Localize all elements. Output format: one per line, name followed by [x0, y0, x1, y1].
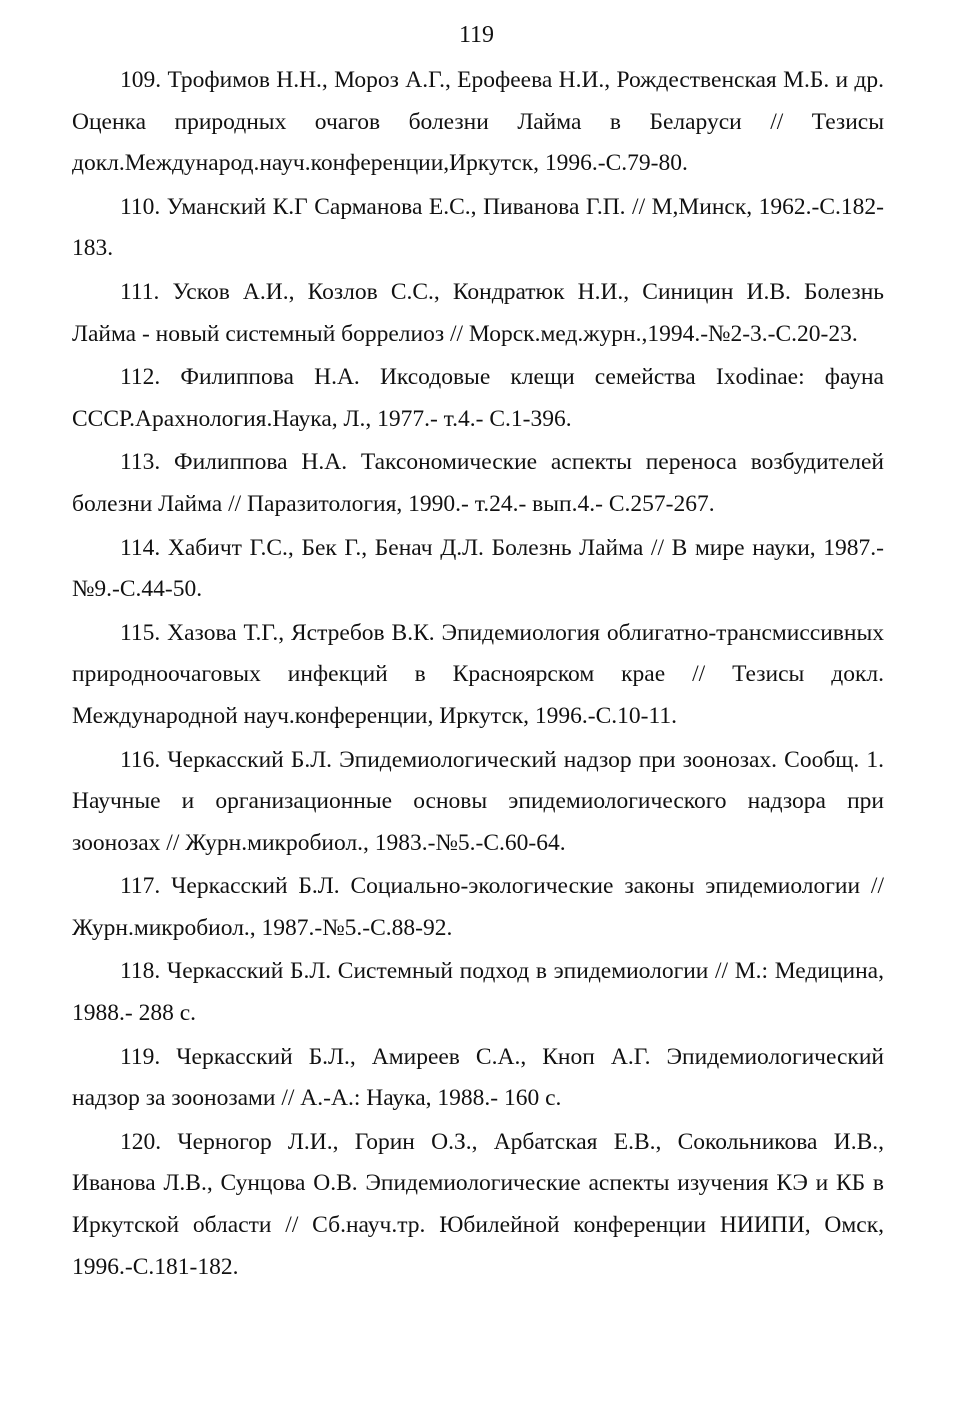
reference-item: 117. Черкасский Б.Л. Социально-экологические законы эпидемиологии // Журн.микробиол., 1987.-№5.-С.88-92. — [72, 873, 884, 941]
reference-item: 120. Черногор Л.И., Горин О.З., Арбатская Е.В., Сокольникова И.В., Иванова Л.В., Сунцова О.В. Эпидемиологические аспекты изучения КЭ и КБ в Иркутской области // Сб.науч.тр. Юбилейной конференции НИИПИ, Омск, 1996.-С.181-182. — [72, 1128, 884, 1280]
reference-item: 116. Черкасский Б.Л. Эпидемиологический надзор при зоонозах. Сообщ. 1. Научные и организационные основы эпидемиологического надзора при зоонозах // Журн.микробиол., 1983.-№5.-С.60-64. — [72, 746, 884, 856]
reference-item: 112. Филиппова Н.А. Иксодовые клещи семейства Ixodinae: фауна СССР.Арахнология.Наука, Л., 1977.- т.4.- С.1-396. — [72, 364, 884, 432]
page-number: 119 — [458, 22, 495, 48]
reference-item: 113. Филиппова Н.А. Таксономические аспекты переноса возбудителей болезни Лайма // Паразитология, 1990.- т.24.- вып.4.- С.257-267. — [72, 449, 884, 517]
reference-item: 110. Уманский К.Г Сарманова Е.С., Пиванова Г.П. // М,Минск, 1962.-С.182-183. — [72, 193, 884, 262]
reference-list — [72, 60, 884, 1290]
reference-item: 115. Хазова Т.Г., Ястребов В.К. Эпидемиология облигатно-трансмиссивных природноочаговых инфекций в Красноярском крае // Тезисы докл. Международной науч.конференции, Иркутск, 1996.-С.10-11. — [72, 619, 884, 729]
reference-item: 114. Хабичт Г.С., Бек Г., Бенач Д.Л. Болезнь Лайма // В мире науки, 1987.- №9.-С.44-50. — [72, 534, 884, 603]
reference-item: 109. Трофимов Н.Н., Мороз А.Г., Ерофеева Н.И., Рождественская М.Б. и др. Оценка природных очагов болезни Лайма в Беларуси // Тезисы докл.Международ.науч.конференции,Иркутск, 1996.-С.79-80. — [72, 67, 884, 177]
reference-item: 118. Черкасский Б.Л. Системный подход в эпидемиологии // М.: Медицина, 1988.- 288 с. — [72, 958, 884, 1027]
reference-item: 111. Усков А.И., Козлов С.С., Кондратюк Н.И., Синицин И.В. Болезнь Лайма - новый системный боррелиоз // Морск.мед.журн.,1994.-№2-3.-С.20-23. — [72, 278, 884, 347]
reference-item: 119. Черкасский Б.Л., Амиреев С.А., Кноп А.Г. Эпидемиологический надзор за зоонозами // А.-А.: Наука, 1988.- 160 с. — [72, 1043, 884, 1112]
